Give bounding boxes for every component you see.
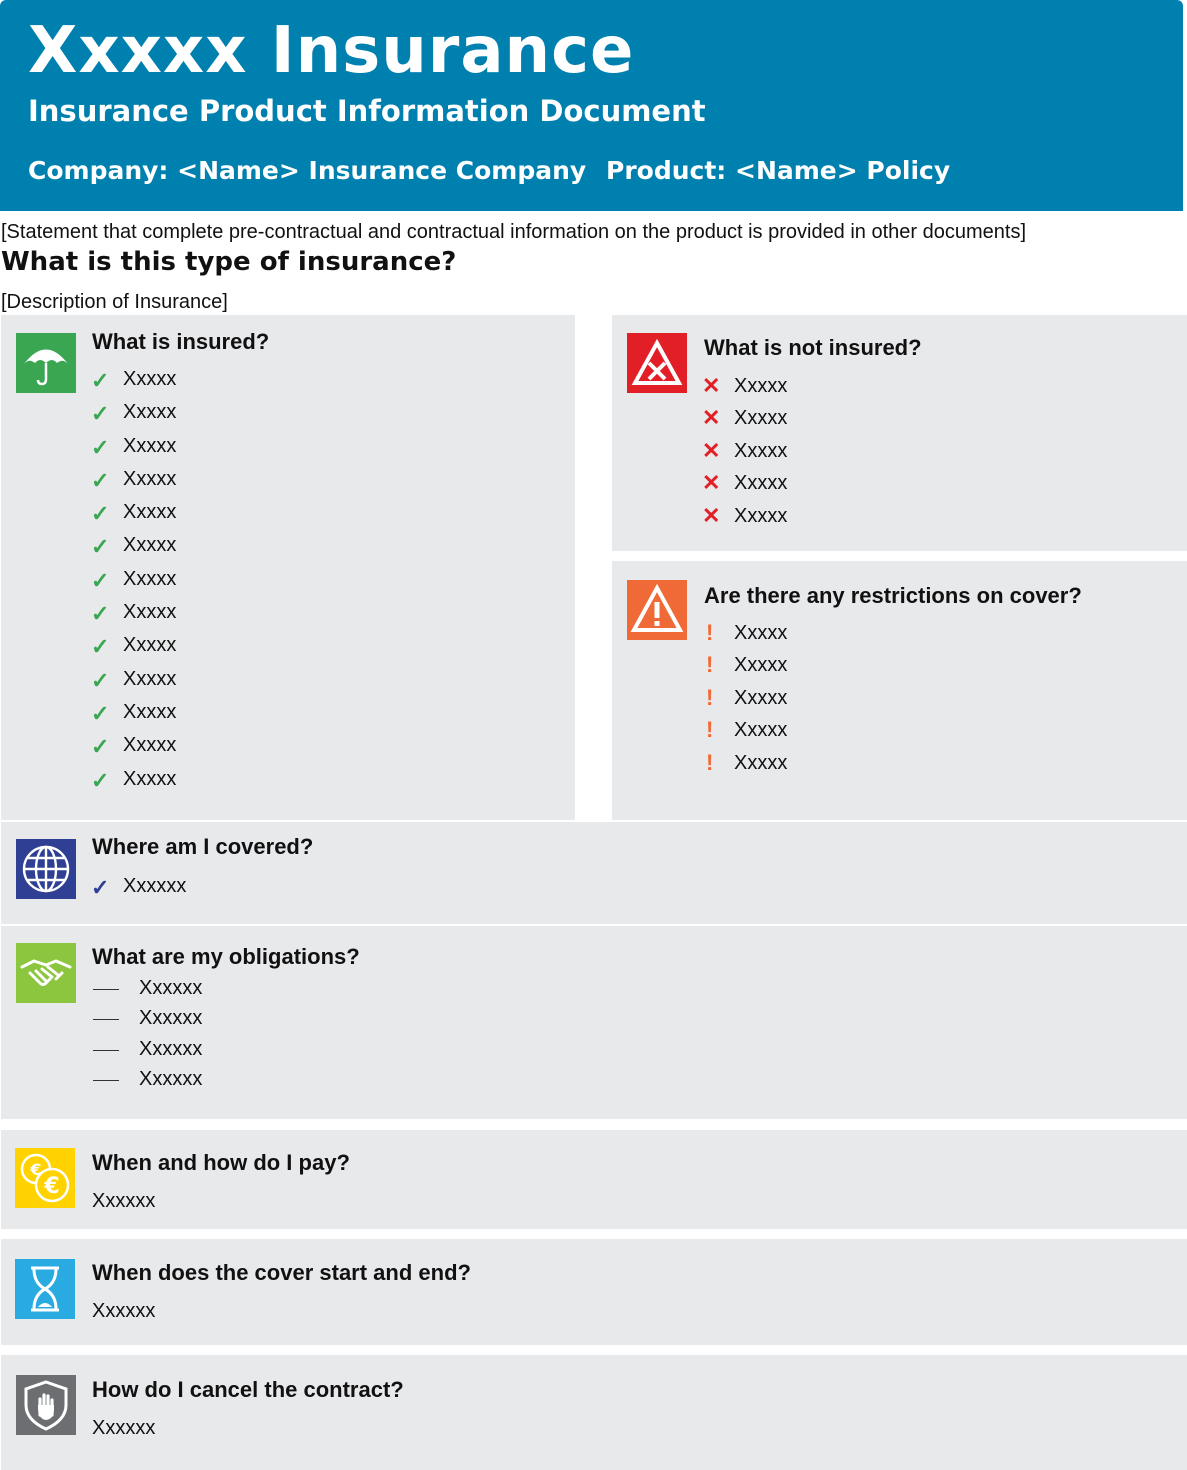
check-icon: ✓	[91, 401, 110, 427]
list-item: Xxxxxx	[139, 1007, 202, 1037]
list-item: ✓ Xxxxx	[91, 667, 177, 693]
dash-icon	[93, 1050, 119, 1051]
list-item: ! Xxxxx	[706, 684, 788, 710]
list-item: ! Xxxxx	[706, 620, 788, 645]
covered-list	[91, 875, 187, 907]
list-item: ✓ Xxxxxx	[91, 875, 187, 900]
insured-title: What is insured?	[92, 329, 270, 354]
list-item: ✕ Xxxxx	[702, 373, 788, 398]
list-item: ✓ Xxxxx	[91, 734, 177, 760]
list-item: Xxxxxx	[139, 1068, 202, 1098]
cancel-text: Xxxxxx	[92, 1417, 156, 1439]
list-item: ✓ Xxxxx	[91, 501, 177, 527]
restrictions-list	[706, 620, 788, 784]
list-item: Xxxxxx	[139, 1038, 202, 1068]
dash-icon	[93, 1080, 119, 1081]
x-mark-icon: ✕	[702, 470, 721, 496]
x-mark-icon: ✕	[702, 502, 721, 528]
exclamation-icon: !	[706, 684, 714, 710]
check-icon: ✓	[91, 875, 110, 900]
euro-coins-icon	[15, 1148, 75, 1208]
cover-period-panel	[1, 1239, 1187, 1345]
not-insured-list	[702, 373, 788, 537]
list-item: ! Xxxxx	[706, 749, 788, 775]
list-item: ✕ Xxxxx	[702, 437, 788, 463]
check-icon: ✓	[91, 767, 110, 793]
list-item: ✕ Xxxxx	[702, 405, 788, 431]
list-item: ✓ Xxxxx	[91, 434, 177, 460]
exclamation-icon: !	[706, 717, 714, 743]
list-item: ✓ Xxxxx	[91, 401, 177, 427]
pay-title: When and how do I pay?	[92, 1150, 350, 1175]
list-item: ! Xxxxx	[706, 652, 788, 678]
hourglass-icon	[15, 1259, 75, 1319]
exclamation-icon: !	[706, 620, 714, 645]
check-icon: ✓	[91, 467, 110, 493]
list-item: ✓ Xxxxx	[91, 634, 177, 660]
x-mark-icon: ✕	[702, 373, 721, 398]
check-icon: ✓	[91, 601, 110, 627]
list-item: ✓ Xxxxx	[91, 534, 177, 560]
cover-period-text: Xxxxxx	[92, 1300, 156, 1322]
check-icon: ✓	[91, 368, 110, 393]
svg-text:€: €	[30, 1160, 42, 1179]
insurance-description: [Description of Insurance]	[1, 291, 228, 313]
shield-hand-icon	[16, 1375, 76, 1435]
handshake-icon	[16, 943, 76, 1003]
list-item: ✕ Xxxxx	[702, 502, 788, 528]
information-statement: [Statement that complete pre-contractual and contractual information on the product is provided in other documents]	[1, 221, 1027, 243]
restrictions-panel	[612, 561, 1187, 820]
pay-text: Xxxxxx	[92, 1190, 156, 1212]
list-item: ✕ Xxxxx	[702, 470, 788, 496]
check-icon: ✓	[91, 434, 110, 460]
check-icon: ✓	[91, 501, 110, 527]
list-item: ✓ Xxxxx	[91, 700, 177, 726]
insured-panel	[1, 315, 575, 820]
list-item: ✓ Xxxxx	[91, 368, 177, 393]
list-item: Xxxxxx	[139, 977, 202, 1007]
globe-icon	[16, 839, 76, 899]
insured-list	[91, 368, 177, 801]
check-icon: ✓	[91, 534, 110, 560]
list-item: ✓ Xxxxx	[91, 767, 177, 793]
product-name: Product: <Name> Policy	[606, 156, 951, 185]
svg-text:€: €	[44, 1174, 60, 1199]
dash-icon	[93, 1019, 119, 1020]
obligations-title: What are my obligations?	[92, 944, 360, 969]
umbrella-icon	[16, 333, 76, 393]
cancel-panel	[1, 1355, 1187, 1470]
dash-icon	[93, 989, 119, 990]
cover-period-title: When does the cover start and end?	[92, 1260, 471, 1285]
document-title: Xxxxx Insurance	[28, 14, 635, 88]
covered-panel	[1, 822, 1187, 924]
company-name: Company: <Name> Insurance Company	[28, 156, 587, 185]
check-icon: ✓	[91, 567, 110, 593]
warning-icon	[627, 580, 687, 640]
exclamation-icon: !	[706, 749, 714, 775]
not-insured-title: What is not insured?	[704, 335, 922, 360]
cancel-title: How do I cancel the contract?	[92, 1377, 404, 1402]
exclamation-icon: !	[706, 652, 714, 678]
obligations-list	[139, 977, 202, 1098]
check-icon: ✓	[91, 667, 110, 693]
x-mark-icon: ✕	[702, 437, 721, 463]
not-insured-panel	[612, 315, 1187, 551]
restrictions-title: Are there any restrictions on cover?	[704, 583, 1082, 608]
document-header	[0, 0, 1183, 211]
document-subtitle: Insurance Product Information Document	[28, 94, 706, 128]
pay-panel	[1, 1130, 1187, 1229]
check-icon: ✓	[91, 734, 110, 760]
x-mark-icon: ✕	[702, 405, 721, 431]
covered-title: Where am I covered?	[92, 834, 314, 859]
insurance-type-heading: What is this type of insurance?	[1, 247, 457, 277]
list-item: ! Xxxxx	[706, 717, 788, 743]
check-icon: ✓	[91, 700, 110, 726]
list-item: ✓ Xxxxx	[91, 567, 177, 593]
list-item: ✓ Xxxxx	[91, 601, 177, 627]
cross-icon	[627, 333, 687, 393]
list-item: ✓ Xxxxx	[91, 467, 177, 493]
check-icon: ✓	[91, 634, 110, 660]
obligations-panel	[1, 926, 1187, 1119]
